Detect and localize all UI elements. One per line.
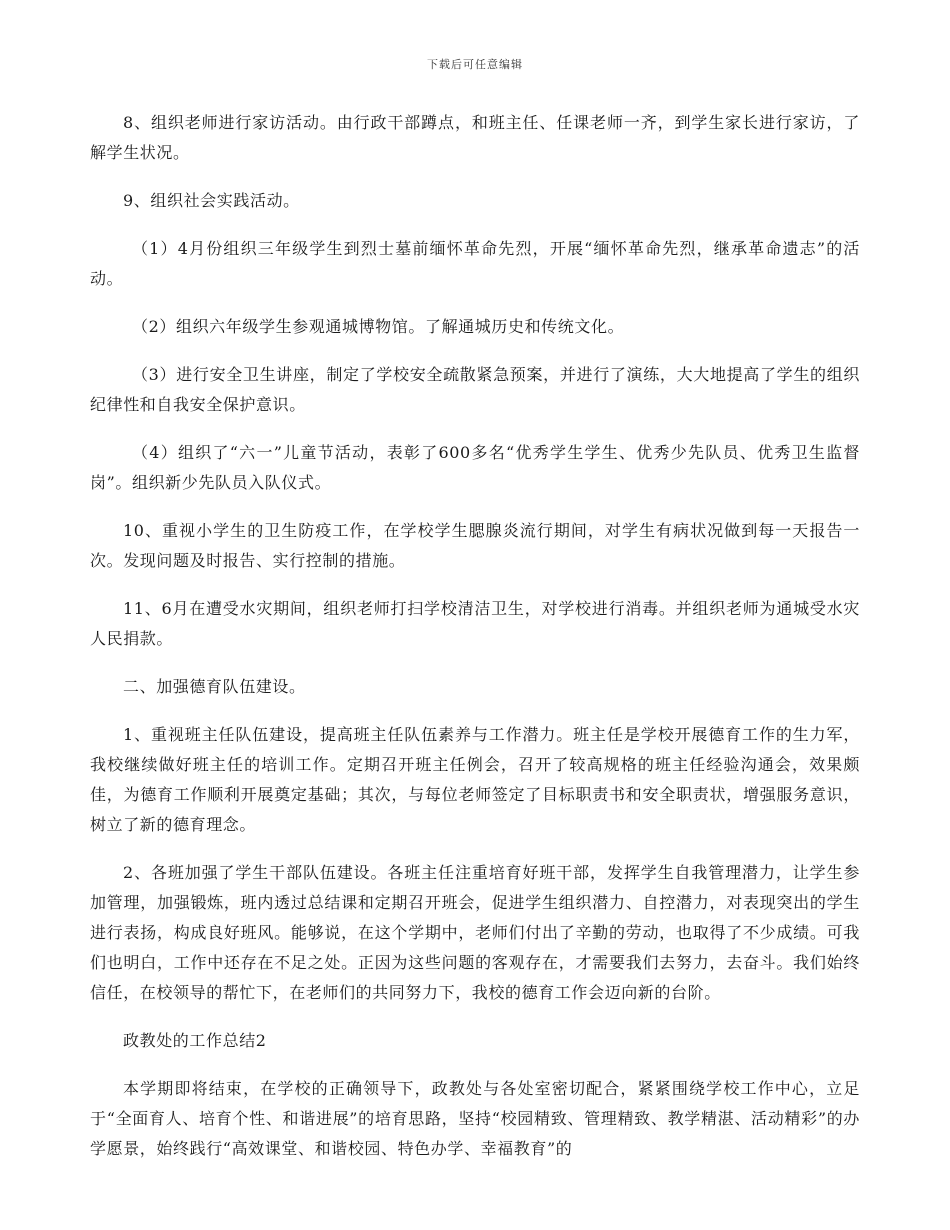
section-heading-team-building: 二、加强德育队伍建设。 — [123, 677, 306, 696]
paragraph-sub-item-2: （2）组织六年级学生参观通城博物馆。了解通城历史和传统文化。 — [132, 317, 625, 336]
document-subtitle: 政教处的工作总结2 — [123, 1031, 267, 1050]
paragraph-social-practice: 9、组织社会实践活动。 — [123, 191, 300, 210]
paragraph-sub-item-1: （1）4月份组织三年级学生到烈士墓前缅怀革命先烈，开展“缅怀革命先烈，继承革命遗志”的活动。 — [90, 239, 860, 288]
paragraph-head-teachers: 1、重视班主任队伍建设，提高班主任队伍素养与工作潜力。班主任是学校开展德育工作的生力军，我校继续做好班主任的培训工作。定期召开班主任例会，召开了较高规格的班主任经验沟通会，效果颇佳，为德育工作顺利开展奠定基础；其次，与每位老师签定了目标职责书和安全职责状，增强服务意识，树立了新的德育理念。 — [90, 725, 860, 834]
paragraph-sub-item-3: （3）进行安全卫生讲座，制定了学校安全疏散紧急预案，并进行了演练，大大地提高了学生的组织纪律性和自我安全保护意识。 — [90, 365, 860, 414]
paragraph-epidemic-prevention: 10、重视小学生的卫生防疫工作，在学校学生腮腺炎流行期间，对学生有病状况做到每一天报告一次。发现问题及时报告、实行控制的措施。 — [90, 521, 860, 570]
paragraph-flood-relief: 11、6月在遭受水灾期间，组织老师打扫学校清洁卫生，对学校进行消毒。并组织老师为通城受水灾人民捐款。 — [90, 599, 860, 648]
paragraph-home-visits: 8、组织老师进行家访活动。由行政干部蹲点，和班主任、任课老师一齐，到学生家长进行家访，了解学生状况。 — [90, 113, 860, 162]
paragraph-semester-summary: 本学期即将结束，在学校的正确领导下，政教处与各处室密切配合，紧紧围绕学校工作中心，立足于“全面育人、培育个性、和谐进展”的培育思路，坚持“校园精致、管理精致、教学精湛、活动精彩”的办学愿景，始终践行“高效课堂、和谐校园、特色办学、幸福教育”的 — [90, 1079, 860, 1158]
paragraph-student-cadres: 2、各班加强了学生干部队伍建设。各班主任注重培育好班干部，发挥学生自我管理潜力，让学生参加管理，加强锻炼，班内透过总结课和定期召开班会，促进学生组织潜力、自控潜力，对表现突出的学生进行表扬，构成良好班风。能够说，在这个学期中，老师们付出了辛勤的劳动，也取得了不少成绩。可我们也明白，工作中还存在不足之处。正因为这些问题的客观存在，才需要我们去努力，去奋斗。我们始终信任，在校领导的帮忙下，在老师们的共同努力下，我校的德育工作会迈向新的台阶。 — [90, 863, 860, 1002]
page-header: 下载后可任意编辑 — [427, 58, 523, 71]
paragraph-sub-item-4: （4）组织了“六一”儿童节活动，表彰了600多名“优秀学生学生、优秀少先队员、优秀卫生监督岗”。组织新少先队员入队仪式。 — [90, 443, 860, 492]
document-body — [90, 108, 860, 1182]
